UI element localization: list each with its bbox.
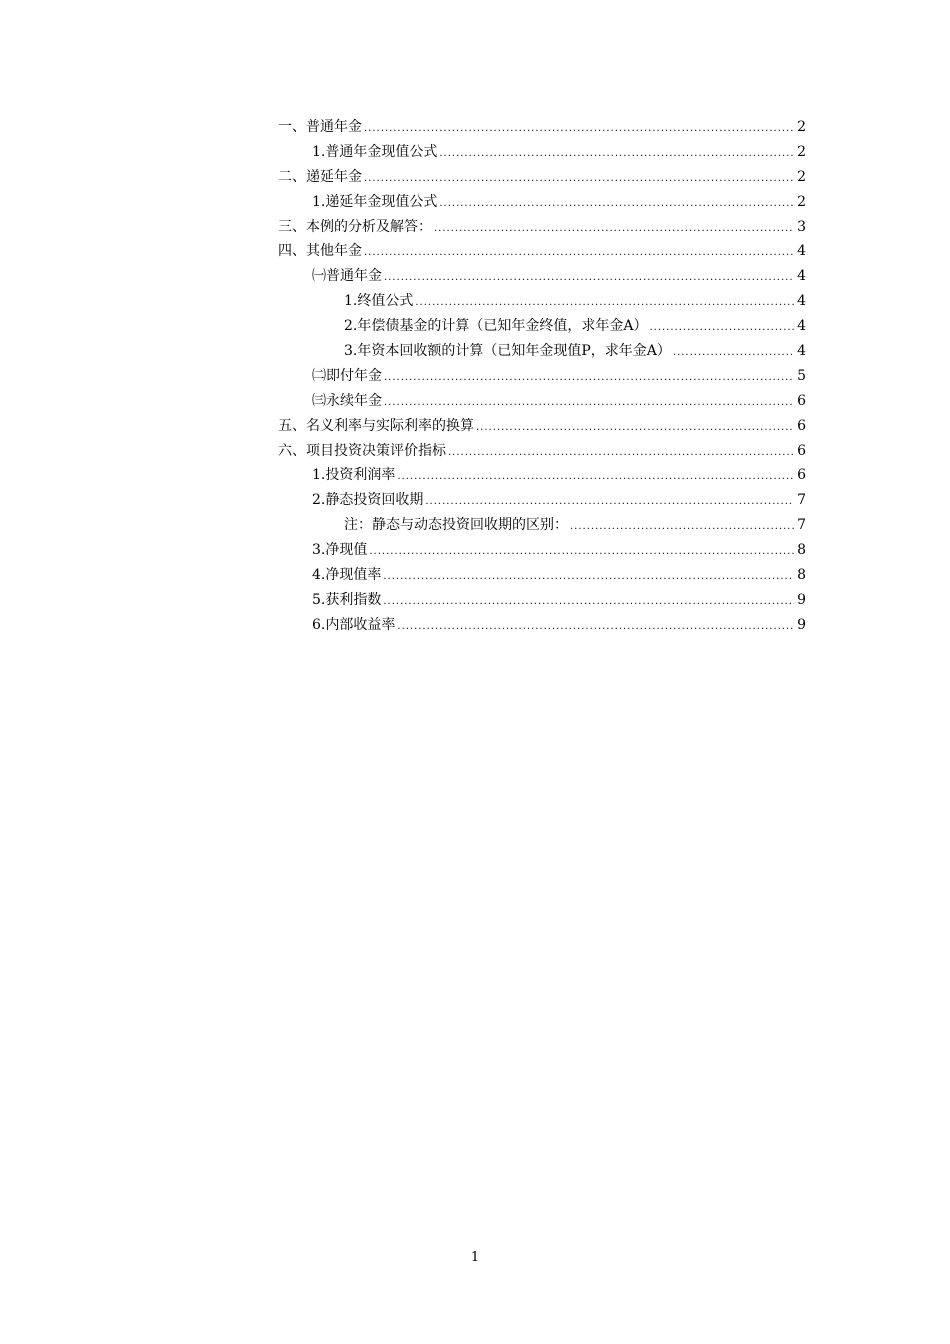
toc-entry-page: 2 bbox=[797, 168, 806, 185]
toc-entry-title: 五、名义利率与实际利率的换算 bbox=[278, 417, 474, 434]
toc-entry-title: 1.投资利润率 bbox=[312, 467, 396, 484]
toc-entry[interactable] bbox=[278, 613, 806, 638]
toc-dot-leader bbox=[384, 366, 794, 391]
toc-entry-page: 7 bbox=[797, 517, 806, 534]
toc-entry-page: 4 bbox=[797, 293, 806, 310]
page-number: 1 bbox=[470, 1250, 480, 1265]
toc-entry-page: 6 bbox=[797, 417, 806, 434]
toc-entry-page: 4 bbox=[797, 318, 806, 335]
toc-entry-title: 1.递延年金现值公式 bbox=[312, 193, 438, 210]
toc-dot-leader bbox=[383, 565, 794, 590]
toc-entry-title: 注：静态与动态投资回收期的区别： bbox=[344, 517, 568, 534]
toc-entry[interactable] bbox=[278, 140, 806, 165]
toc-dot-leader bbox=[384, 266, 794, 291]
toc-entry[interactable] bbox=[278, 463, 806, 488]
toc-entry-title: 2.静态投资回收期 bbox=[312, 492, 424, 509]
toc-dot-leader bbox=[384, 391, 794, 416]
toc-dot-leader bbox=[383, 590, 794, 615]
toc-dot-leader bbox=[364, 167, 794, 192]
table-of-contents bbox=[278, 115, 806, 638]
toc-entry-title: 3.年资本回收额的计算（已知年金现值P，求年金A） bbox=[344, 343, 671, 360]
toc-entry-title: 3.净现值 bbox=[312, 542, 368, 559]
toc-entry-title: 1.普通年金现值公式 bbox=[312, 143, 438, 160]
toc-entry[interactable] bbox=[278, 314, 806, 339]
toc-dot-leader bbox=[439, 142, 794, 167]
toc-entry[interactable] bbox=[278, 538, 806, 563]
toc-entry-title: 一、普通年金 bbox=[278, 119, 362, 135]
toc-entry-page: 4 bbox=[797, 243, 806, 260]
toc-dot-leader bbox=[397, 615, 794, 640]
toc-entry[interactable] bbox=[278, 389, 806, 414]
toc-entry-title: 三、本例的分析及解答： bbox=[278, 218, 432, 235]
toc-entry-title: ㈠普通年金 bbox=[312, 268, 382, 285]
toc-dot-leader bbox=[434, 217, 794, 242]
toc-entry[interactable] bbox=[278, 488, 806, 513]
toc-entry-page: 8 bbox=[797, 567, 806, 584]
toc-entry-title: 4.净现值率 bbox=[312, 567, 382, 584]
toc-entry[interactable] bbox=[278, 239, 806, 264]
toc-entry[interactable] bbox=[278, 339, 806, 364]
toc-entry-title: 1.终值公式 bbox=[344, 293, 414, 310]
toc-entry-title: 5.获利指数 bbox=[312, 591, 382, 608]
toc-dot-leader bbox=[673, 341, 794, 366]
toc-entry[interactable] bbox=[278, 414, 806, 439]
toc-entry-title: 2.年偿债基金的计算（已知年金终值，求年金A） bbox=[344, 318, 648, 335]
toc-entry-title: ㈢永续年金 bbox=[312, 392, 382, 409]
toc-entry[interactable] bbox=[278, 439, 806, 464]
toc-entry[interactable] bbox=[278, 513, 806, 538]
toc-entry[interactable] bbox=[278, 190, 806, 215]
toc-dot-leader bbox=[397, 465, 794, 490]
toc-entry-page: 9 bbox=[797, 591, 806, 608]
toc-entry[interactable] bbox=[278, 215, 806, 240]
toc-entry-title: 六、项目投资决策评价指标 bbox=[278, 442, 446, 459]
toc-entry-page: 4 bbox=[797, 268, 806, 285]
toc-entry-page: 4 bbox=[797, 343, 806, 360]
toc-dot-leader bbox=[364, 117, 794, 142]
toc-entry-page: 5 bbox=[797, 367, 806, 384]
toc-dot-leader bbox=[649, 316, 794, 341]
toc-entry-title: 6.内部收益率 bbox=[312, 616, 396, 633]
toc-dot-leader bbox=[369, 540, 794, 565]
toc-dot-leader bbox=[570, 515, 794, 540]
toc-entry-page: 6 bbox=[797, 467, 806, 484]
toc-entry[interactable] bbox=[278, 588, 806, 613]
toc-entry-page: 7 bbox=[797, 492, 806, 509]
toc-entry[interactable] bbox=[278, 563, 806, 588]
toc-entry-page: 3 bbox=[797, 218, 806, 235]
toc-entry-page: 6 bbox=[797, 392, 806, 409]
toc-dot-leader bbox=[415, 291, 794, 316]
toc-entry-page: 8 bbox=[797, 542, 806, 559]
toc-entry-title: 二、递延年金 bbox=[278, 168, 362, 185]
toc-entry-page: 9 bbox=[797, 616, 806, 633]
toc-entry[interactable] bbox=[278, 165, 806, 190]
toc-entry-title: ㈡即付年金 bbox=[312, 367, 382, 384]
toc-dot-leader bbox=[476, 416, 794, 441]
toc-entry-title: 四、其他年金 bbox=[278, 243, 362, 260]
toc-entry-page: 2 bbox=[797, 193, 806, 210]
toc-entry[interactable] bbox=[278, 264, 806, 289]
toc-entry-page: 2 bbox=[797, 143, 806, 160]
toc-dot-leader bbox=[425, 490, 794, 515]
toc-dot-leader bbox=[439, 192, 794, 217]
toc-dot-leader bbox=[364, 241, 794, 266]
toc-entry[interactable] bbox=[278, 115, 806, 140]
toc-entry-page: 2 bbox=[797, 119, 806, 135]
toc-dot-leader bbox=[448, 441, 794, 466]
toc-entry-page: 6 bbox=[797, 442, 806, 459]
toc-entry[interactable] bbox=[278, 289, 806, 314]
toc-entry[interactable] bbox=[278, 364, 806, 389]
